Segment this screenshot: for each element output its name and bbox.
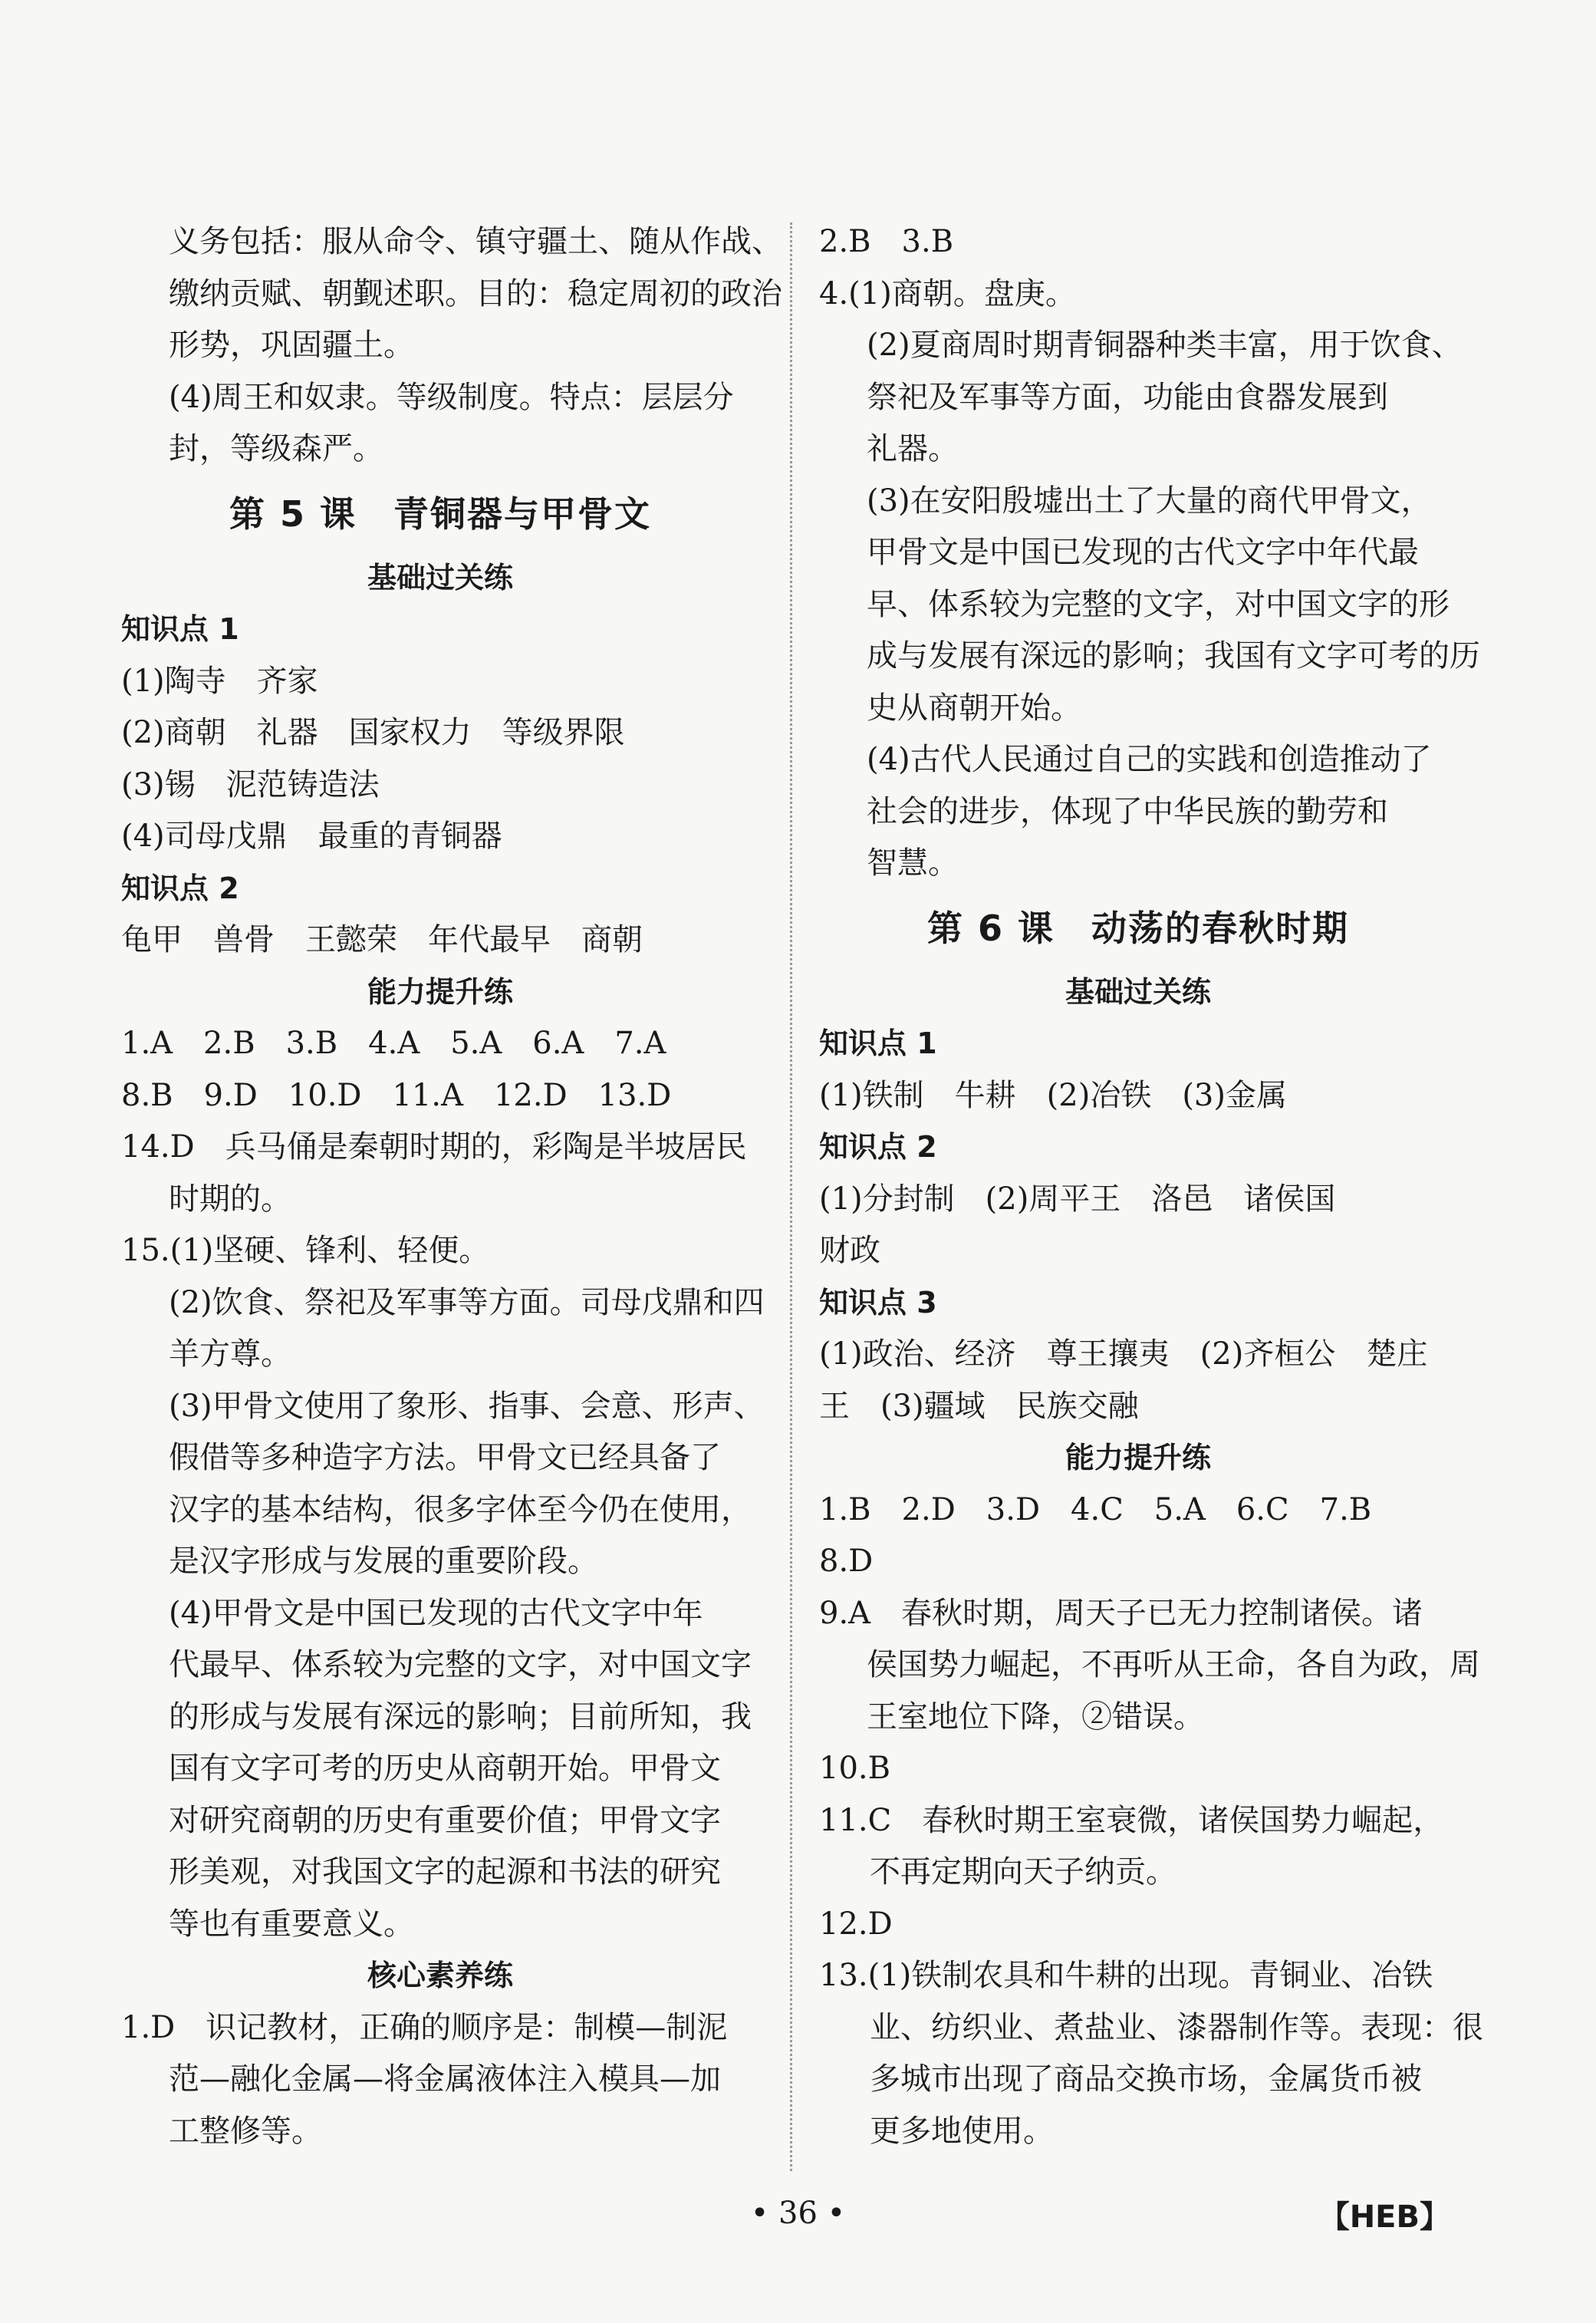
answer-line: (4)周王和奴隶。等级制度。特点：层层分 bbox=[169, 379, 734, 415]
answer-line: 等也有重要意义。 bbox=[169, 1906, 414, 1942]
answer-line: 14.D 兵马俑是秦朝时期的，彩陶是半坡居民 bbox=[121, 1129, 747, 1165]
answer-line: 10.B bbox=[819, 1751, 891, 1786]
answer-line: 11.C 春秋时期王室衰微，诸侯国势力崛起， bbox=[819, 1802, 1444, 1838]
answer-line: (3)甲骨文使用了象形、指事、会意、形声、 bbox=[169, 1388, 765, 1424]
answer-line: 8.D bbox=[819, 1544, 874, 1579]
answer-line: 王室地位下降，②错误。 bbox=[867, 1699, 1204, 1735]
answer-line: 羊方尊。 bbox=[169, 1336, 291, 1372]
column-divider bbox=[790, 222, 792, 2171]
answer-line: 4.(1)商朝。盘庚。 bbox=[819, 275, 1076, 311]
answer-line: 15.(1)坚硬、锋利、轻便。 bbox=[121, 1233, 490, 1268]
answer-line: 汉字的基本结构，很多字体至今仍在使用， bbox=[169, 1491, 752, 1527]
answer-line: 9.A 春秋时期，周天子已无力控制诸侯。诸 bbox=[819, 1595, 1423, 1631]
page-number: • 36 • bbox=[750, 2196, 846, 2231]
answer-line: 的形成与发展有深远的影响；目前所知，我 bbox=[169, 1699, 752, 1735]
answer-line: 12.D bbox=[819, 1906, 893, 1942]
answer-line: 早、体系较为完整的文字，对中国文字的形 bbox=[867, 586, 1450, 622]
answer-line: 是汉字形成与发展的重要阶段。 bbox=[169, 1544, 598, 1579]
answer-line: 形美观，对我国文字的起源和书法的研究 bbox=[169, 1854, 721, 1890]
answer-line: 王 (3)疆域 民族交融 bbox=[819, 1388, 1139, 1424]
answer-line: 更多地使用。 bbox=[870, 2113, 1054, 2149]
knowledge-point-label: 知识点 1 bbox=[121, 612, 239, 646]
answer-line: 封，等级森严。 bbox=[169, 431, 383, 466]
answer-line: 业、纺织业、煮盐业、漆器制作等。表现：很 bbox=[870, 2009, 1483, 2045]
answer-line: 社会的进步，体现了中华民族的勤劳和 bbox=[867, 793, 1388, 829]
answer-line: (1)陶寺 齐家 bbox=[121, 663, 318, 699]
answer-line: 祭祀及军事等方面，功能由食器发展到 bbox=[867, 379, 1388, 415]
answer-line: 史从商朝开始。 bbox=[867, 690, 1081, 726]
knowledge-point-label: 知识点 1 bbox=[819, 1026, 937, 1060]
answer-line: 对研究商朝的历史有重要价值；甲骨文字 bbox=[169, 1802, 721, 1838]
answer-line: 13.(1)铁制农具和牛耕的出现。青铜业、冶铁 bbox=[819, 1958, 1433, 1993]
answer-line: 多城市出现了商品交换市场，金属货币被 bbox=[870, 2061, 1422, 2097]
knowledge-point-label: 知识点 3 bbox=[819, 1285, 937, 1320]
answer-line: (2)夏商周时期青铜器种类丰富，用于饮食、 bbox=[867, 328, 1463, 363]
answer-line: 时期的。 bbox=[169, 1181, 291, 1217]
answer-line: (3)在安阳殷墟出土了大量的商代甲骨文， bbox=[867, 483, 1432, 519]
section-heading: 基础过关练 bbox=[367, 560, 513, 595]
answer-line: 1.B 2.D 3.D 4.C 5.A 6.C 7.B bbox=[819, 1491, 1372, 1527]
answer-line: 国有文字可考的历史从商朝开始。甲骨文 bbox=[169, 1751, 721, 1786]
answer-line: (1)铁制 牛耕 (2)冶铁 (3)金属 bbox=[819, 1077, 1287, 1113]
section-heading: 能力提升练 bbox=[367, 974, 513, 1009]
answer-line: (4)古代人民通过自己的实践和创造推动了 bbox=[867, 742, 1432, 777]
answer-line: 智慧。 bbox=[867, 845, 959, 881]
right-column bbox=[819, 216, 1483, 2157]
answer-line: (1)分封制 (2)周平王 洛邑 诸侯国 bbox=[819, 1181, 1336, 1217]
answer-line: 义务包括：服从命令、镇守疆土、随从作战、 bbox=[169, 224, 782, 259]
answer-line: (4)司母戊鼎 最重的青铜器 bbox=[121, 819, 502, 854]
left-column bbox=[121, 216, 782, 2157]
section-heading: 核心素养练 bbox=[367, 1959, 513, 1992]
answer-line: 1.A 2.B 3.B 4.A 5.A 6.A 7.A bbox=[121, 1026, 666, 1061]
answer-line: 2.B 3.B bbox=[819, 224, 954, 259]
answer-line: 范—融化金属—将金属液体注入模具—加 bbox=[169, 2061, 721, 2097]
answer-line: 形势，巩固疆土。 bbox=[169, 328, 414, 363]
lesson-title: 第 6 课 动荡的春秋时期 bbox=[926, 907, 1350, 949]
answer-line: (4)甲骨文是中国已发现的古代文字中年 bbox=[169, 1595, 703, 1631]
knowledge-point-label: 知识点 2 bbox=[819, 1130, 937, 1164]
answer-line: 龟甲 兽骨 王懿荣 年代最早 商朝 bbox=[121, 922, 643, 957]
answer-line: 代最早、体系较为完整的文字，对中国文字 bbox=[169, 1647, 752, 1682]
answer-line: 1.D 识记教材，正确的顺序是：制模—制泥 bbox=[121, 2009, 728, 2045]
answer-line: (2)饮食、祭祀及军事等方面。司母戊鼎和四 bbox=[169, 1284, 765, 1320]
answer-line: 成与发展有深远的影响；我国有文字可考的历 bbox=[867, 638, 1480, 674]
knowledge-point-label: 知识点 2 bbox=[121, 871, 239, 905]
answer-line: 礼器。 bbox=[867, 431, 959, 466]
answer-line: 不再定期向天子纳贡。 bbox=[870, 1854, 1176, 1890]
answer-line: 工整修等。 bbox=[169, 2113, 322, 2149]
answer-line: 财政 bbox=[819, 1233, 880, 1268]
edition-tag: 【HEB】 bbox=[1318, 2199, 1450, 2235]
answer-line: 假借等多种造字方法。甲骨文已经具备了 bbox=[169, 1440, 721, 1475]
section-heading: 能力提升练 bbox=[1065, 1441, 1211, 1475]
section-heading: 基础过关练 bbox=[1065, 974, 1211, 1009]
answer-line: 甲骨文是中国已发现的古代文字中年代最 bbox=[867, 535, 1419, 570]
answer-line: (3)锡 泥范铸造法 bbox=[121, 766, 380, 802]
lesson-title: 第 5 课 青铜器与甲骨文 bbox=[229, 493, 652, 535]
answer-line: 8.B 9.D 10.D 11.A 12.D 13.D bbox=[121, 1077, 672, 1113]
answer-line: 侯国势力崛起，不再听从王命，各自为政，周 bbox=[867, 1647, 1480, 1682]
answer-line: (2)商朝 礼器 国家权力 等级界限 bbox=[121, 715, 625, 750]
answer-line: (1)政治、经济 尊王攘夷 (2)齐桓公 楚庄 bbox=[819, 1336, 1428, 1372]
answer-line: 缴纳贡赋、朝觐述职。目的：稳定周初的政治 bbox=[169, 275, 782, 311]
